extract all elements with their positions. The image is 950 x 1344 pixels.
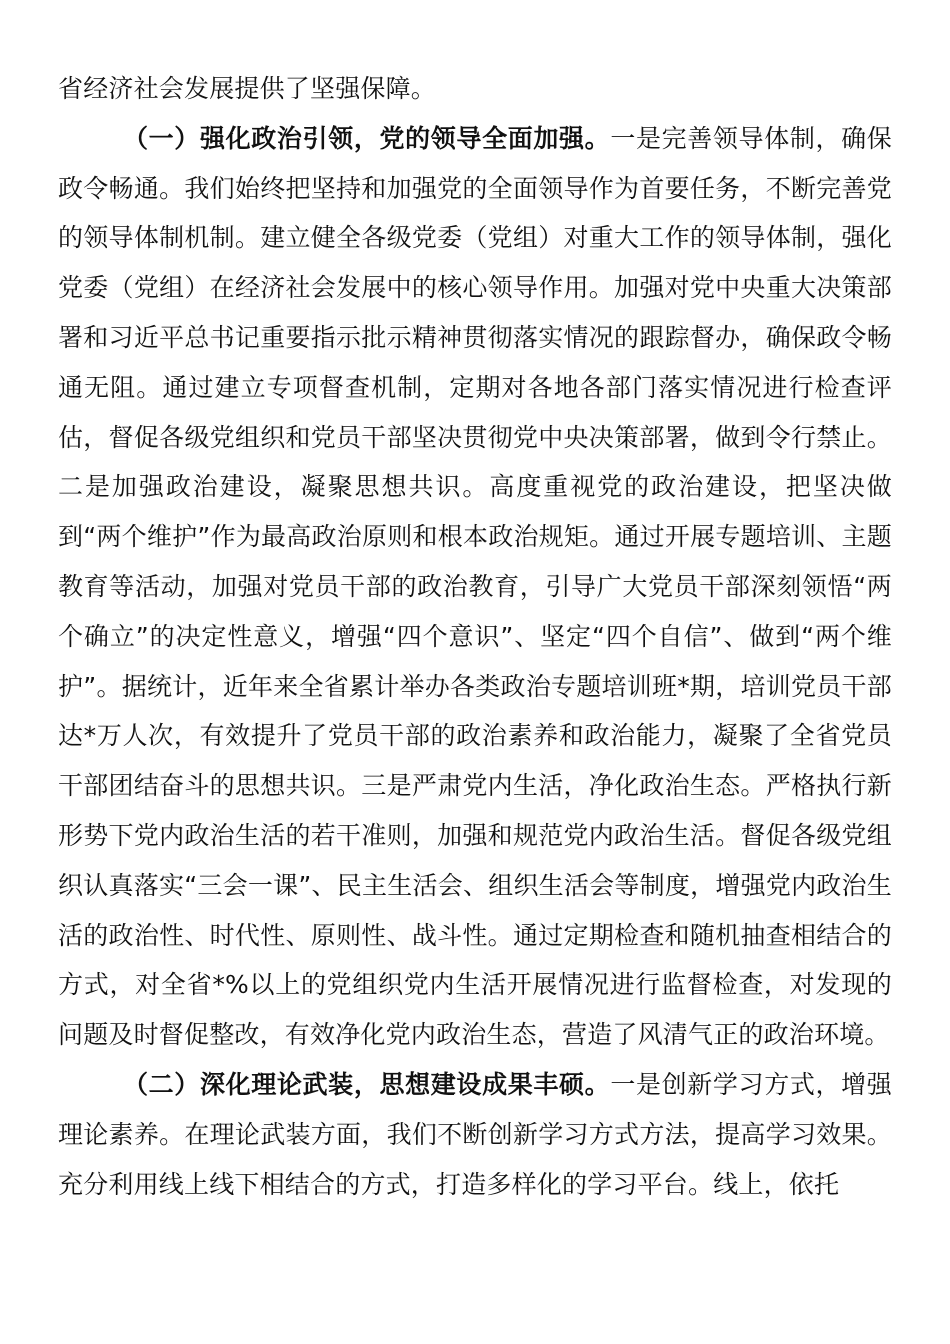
paragraph-body: 一是完善领导体制，确保政令畅通。我们始终把坚持和加强党的全面领导作为首要任务，不断完善党的领导体制机制。建立健全各级党委（党组）对重大工作的领导体制，强化党委（党组）在经济社会发展中的核心领导作用。加强对党中央重大决策部署和习近平总书记重要指示批示精神贯彻落实情况的跟踪督办，确保政令畅通无阻。通过建立专项督查机制，定期对各地各部门落实情况进行检查评估，督促各级党组织和党员干部坚决贯彻党中央决策部署，做到令行禁止。二是加强政治建设，凝聚思想共识。高度重视党的政治建设，把坚决做到“两个维护”作为最高政治原则和根本政治规矩。通过开展专题培训、主题教育等活动，加强对党员干部的政治教育，引导广大党员干部深刻领悟“两个确立”的决定性意义，增强“四个意识”、坚定“四个自信”、做到“两个维护”。据统计，近年来全省累计举办各类政治专题培训班*期，培训党员干部达*万人次，有效提升了党员干部的政治素养和政治能力，凝聚了全省党员干部团结奋斗的思想共识。三是严肃党内生活，净化政治生态。严格执行新形势下党内政治生活的若干准则，加强和规范党内政治生活。督促各级党组织认真落实“三会一课”、民主生活会、组织生活会等制度，增强党内政治生活的政治性、时代性、原则性、战斗性。通过定期检查和随机抽查相结合的方式，对全省*%以上的党组织党内生活开展情况进行监督检查，对发现的问题及时督促整改，有效净化党内政治生态，营造了风清气正的政治环境。 xyxy=(58,123,892,1050)
paragraph-body: 省经济社会发展提供了坚强保障。 xyxy=(58,74,437,103)
paragraph-body: 一是创新学习方式，增强理论素养。在理论武装方面，我们不断创新学习方式方法，提高学习效果。充分利用线上线下相结合的方式，打造多样化的学习平台。线上，依托 xyxy=(58,1069,892,1199)
paragraph-section-1 xyxy=(58,114,892,1060)
section-heading-2: （二）深化理论武装，思想建设成果丰硕。 xyxy=(123,1069,611,1099)
document-page xyxy=(58,64,892,1209)
paragraph-continuation xyxy=(58,64,892,114)
paragraph-section-2 xyxy=(58,1060,892,1209)
section-heading-1: （一）强化政治引领，党的领导全面加强。 xyxy=(123,123,611,153)
